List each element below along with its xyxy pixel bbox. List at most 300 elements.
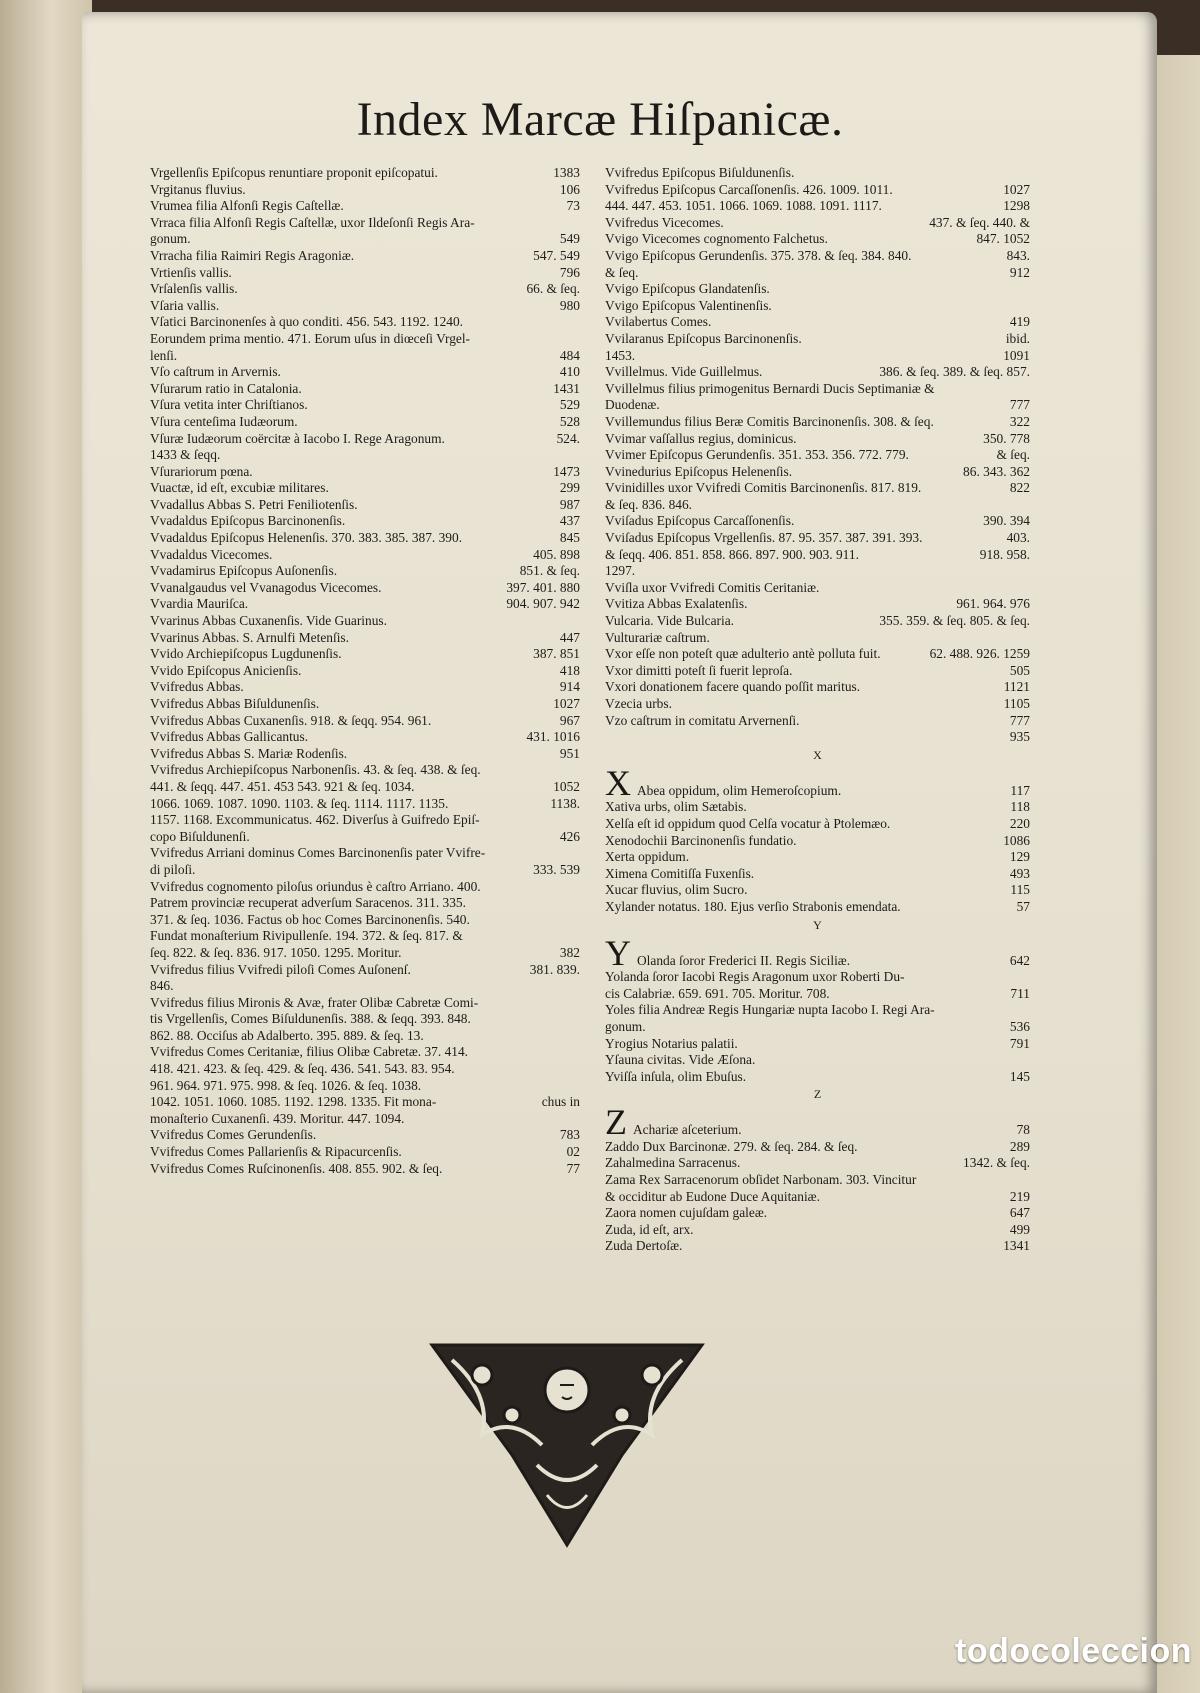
index-entry-text: Vrtienſis vallis. [150, 264, 232, 280]
index-entry-pages: 529 [559, 397, 580, 413]
index-entry-text: Xativa urbs, olim Sætabis. [605, 799, 747, 815]
index-entry [605, 547, 1030, 564]
index-entry-text: Vvigo Epiſcopus Glandatenſis. [605, 281, 770, 297]
index-entry-text: Vſurariorum pœna. [150, 463, 253, 479]
drop-capital: X [605, 762, 631, 803]
index-entry-pages: 987 [559, 496, 580, 512]
index-entry-pages: 437 [559, 513, 580, 529]
index-entry-pages: 951 [559, 745, 580, 761]
index-section-letter: Y [813, 917, 822, 932]
index-entry-text: Zahalmedina Sarracenus. [605, 1155, 741, 1171]
index-entry-pages: 431. 1016 [526, 729, 580, 745]
index-entry-text: Vviſla uxor Vvifredi Comitis Ceritaniæ. [605, 579, 820, 595]
index-entry-text: Vuactæ, id eſt, excubiæ militares. [150, 480, 329, 496]
index-entry-text: Vſura vetita inter Chriſtianos. [150, 397, 308, 413]
index-entry-text: cis Calabriæ. 659. 691. 705. Moritur. 708. [605, 985, 830, 1001]
drop-capital: Y [605, 932, 631, 973]
index-entry-text: Vvido Epiſcopus Anicienſis. [150, 662, 302, 678]
index-entry-text: Vvifredus Comes Pallarienſis & Ripacurcenſis. [150, 1144, 402, 1160]
index-entry-text: Vzo caſtrum in comitatu Arvernenſi. [605, 712, 800, 728]
index-entry [605, 414, 1030, 431]
index-entry-pages: 381. 839. [529, 961, 580, 977]
index-entry-pages: 129 [1009, 849, 1030, 865]
index-entry [605, 596, 1030, 613]
index-entry-pages: 642 [1009, 952, 1030, 968]
index-entry [150, 414, 580, 431]
index-entry [150, 1028, 580, 1045]
index-entry [150, 1127, 580, 1144]
index-entry-pages: 935 [1009, 729, 1030, 745]
index-entry-text: Vſo caſtrum in Arvernis. [150, 364, 281, 380]
index-entry-pages: 783 [559, 1127, 580, 1143]
index-entry [605, 899, 1030, 916]
index-entry-text: Vrraca filia Alfonſi Regis Caſtellæ, uxor Ildeſonſi Regis Ara- [150, 214, 475, 230]
index-entry-pages: 386. & ſeq. 389. & ſeq. 857. [879, 364, 1030, 380]
index-entry [605, 866, 1030, 883]
ornament-icon [422, 1335, 712, 1550]
index-entry-pages: 1105 [1003, 696, 1030, 711]
index-entry [150, 928, 580, 945]
index-entry [605, 799, 1030, 816]
index-entry-text: Vvillelmus filius primogenitus Bernardi Ducis Septimaniæ & [605, 380, 935, 396]
index-entry-text: Vvarinus Abbas Cuxanenſis. Vide Guarinus. [150, 613, 387, 629]
index-entry [605, 248, 1030, 265]
index-entry-pages: 145 [1009, 1068, 1030, 1084]
index-entry [605, 381, 1030, 398]
index-entry [150, 265, 580, 282]
index-entry-pages: 219 [1009, 1188, 1030, 1204]
index-entry [150, 945, 580, 962]
index-entry-text: Duodenæ. [605, 397, 660, 413]
index-entry-text: 1297. [605, 563, 636, 579]
index-entry-pages: 851. & ſeq. [519, 563, 580, 579]
index-entry [605, 833, 1030, 850]
index-entry-text: & ſeq. 836. 846. [605, 496, 693, 512]
index-entry-text: Zuda Dertoſæ. [605, 1238, 683, 1254]
index-entry-pages: 791 [1009, 1035, 1030, 1051]
index-entry [150, 862, 580, 879]
index-entry [150, 248, 580, 265]
index-entry-pages: 390. 394 [983, 513, 1030, 529]
index-entry-text: Yviſſa inſula, olim Ebuſus. [605, 1068, 747, 1084]
index-entry-pages: 1086 [1003, 832, 1030, 848]
index-entry-pages: 914 [559, 679, 580, 695]
index-entry-pages: 403. [1006, 530, 1030, 546]
index-entry [605, 1205, 1030, 1222]
index-entry [150, 198, 580, 215]
index-entry [605, 563, 1030, 580]
index-entry-text: Vſura centeſima Iudæorum. [150, 413, 298, 429]
index-entry [150, 746, 580, 763]
index-entry-text: 444. 447. 453. 1051. 1066. 1069. 1088. 1091. 1117. [605, 198, 882, 214]
index-entry-text: Eorundem prima mentio. 471. Eorum uſus in diœceſi Vrgel- [150, 330, 471, 346]
index-entry-text: Abea oppidum, olim Hemeroſcopium. [637, 782, 842, 798]
index-entry-text: Vvifredus Arriani dominus Comes Barcinonenſis pater Vvifre- [150, 845, 486, 861]
index-entry [605, 431, 1030, 448]
index-entry [150, 298, 580, 315]
index-entry [605, 397, 1030, 414]
index-entry-pages: 1138. [550, 795, 580, 811]
index-entry [605, 265, 1030, 282]
index-entry [605, 729, 1030, 746]
index-entry-pages: 115 [1010, 882, 1030, 898]
index-entry [150, 1011, 580, 1028]
index-entry-pages: 333. 539 [533, 861, 580, 877]
index-entry [605, 762, 1030, 803]
index-entry-text: Vvadamirus Epiſcopus Auſonenſis. [150, 563, 338, 579]
index-entry [605, 1102, 1030, 1143]
index-entry [150, 281, 580, 298]
index-entry [150, 1144, 580, 1161]
index-entry [605, 464, 1030, 481]
index-entry-pages: 843. [1006, 247, 1030, 263]
watermark-logo: todocoleccion [955, 1632, 1192, 1670]
index-entry-pages: 387. 851 [533, 646, 580, 662]
index-entry-text: Vvifredus Epiſcopus Biſuldunenſis. [605, 165, 795, 180]
index-entry-text: Xelſa eſt id oppidum quod Celſa vocatur à Ptolemæo. [605, 815, 891, 831]
index-entry-text: Vvillemundus filius Beræ Comitis Barcinonenſis. 308. & ſeq. [605, 413, 934, 429]
index-entry [605, 713, 1030, 730]
index-entry-text: Vrſalenſis vallis. [150, 281, 238, 297]
index-entry-text: Vvido Archiepiſcopus Lugdunenſis. [150, 646, 342, 662]
index-entry [150, 630, 580, 647]
index-entry-text: Fundat monaſterium Rivipullenſe. 194. 372. & ſeq. 817. & [150, 928, 463, 944]
index-entry-text: Vviſadus Epiſcopus Vrgellenſis. 87. 95. 357. 387. 391. 393. [605, 530, 923, 546]
index-entry [150, 182, 580, 199]
index-entry [605, 298, 1030, 315]
index-entry-pages: 1383 [553, 165, 580, 180]
index-entry [605, 969, 1030, 986]
index-entry-pages: 86. 343. 362 [963, 463, 1030, 479]
index-entry [605, 231, 1030, 248]
index-entry-text: Xucar fluvius, olim Sucro. [605, 882, 748, 898]
index-entry-text: Vvadallus Abbas S. Petri Feniliotenſis. [150, 496, 358, 512]
index-entry-text: Vvifredus Comes Gerundenſis. [150, 1127, 317, 1143]
index-entry-pages: & ſeq. [996, 447, 1030, 463]
index-entry-text: 441. & ſeqq. 447. 451. 453 543. 921 & ſeq. 1034. [150, 778, 415, 794]
index-entry-text: Xerta oppidum. [605, 849, 690, 865]
index-entry [150, 314, 580, 331]
index-entry-text: Vvifredus filius Mironis & Avæ, frater Olibæ Cabretæ Comi- [150, 994, 479, 1010]
index-entry [150, 165, 580, 182]
index-entry [150, 762, 580, 779]
index-entry [150, 779, 580, 796]
index-entry [150, 962, 580, 979]
index-entry [150, 431, 580, 448]
index-entry-text: Zaora nomen cujuſdam galeæ. [605, 1205, 768, 1221]
index-entry-text: Vvifredus Vicecomes. [605, 214, 724, 230]
index-entry-text: Yſauna civitas. Vide Æſona. [605, 1052, 756, 1068]
index-entry-text: tis Vrgellenſis, Comes Biſuldunenſis. 388. & ſeqq. 393. 848. [150, 1011, 471, 1027]
index-entry-pages: 904. 907. 942 [506, 596, 580, 612]
index-entry-text: Yrogius Notarius palatii. [605, 1035, 738, 1051]
index-entry-pages: 1473 [553, 463, 580, 479]
index-entry-text: Vulturariæ caſtrum. [605, 629, 710, 645]
index-entry-pages: 499 [1009, 1221, 1030, 1237]
index-entry [605, 1139, 1030, 1156]
index-entry-pages: 547. 549 [533, 247, 580, 263]
index-entry-text: 1433 & ſeqq. [150, 447, 221, 463]
index-entry-text: Vvimer Epiſcopus Gerundenſis. 351. 353. 356. 772. 779. [605, 447, 909, 463]
index-entry-text: Vvifredus Abbas Biſuldunenſis. [150, 696, 320, 711]
index-entry-text: Vvigo Epiſcopus Gerundenſis. 375. 378. & ſeq. 384. 840. [605, 247, 912, 263]
index-entry [150, 646, 580, 663]
index-entry-pages: 1027 [553, 696, 580, 711]
index-entry [150, 397, 580, 414]
index-entry [605, 1052, 1030, 1069]
index-entry [150, 447, 580, 464]
index-entry [150, 1078, 580, 1095]
index-entry-text: Vvifredus cognomento piloſus oriundus è caſtro Arriano. 400. [150, 878, 481, 894]
index-entry-pages: 02 [566, 1144, 580, 1160]
index-entry-text: di piloſi. [150, 861, 196, 877]
index-entry-text: Vvadaldus Epiſcopus Helenenſis. 370. 383. 385. 387. 390. [150, 530, 463, 546]
index-entry-text: ſeq. 822. & ſeq. 836. 917. 1050. 1295. Moritur. [150, 944, 402, 960]
index-entry [150, 696, 580, 713]
index-entry [605, 663, 1030, 680]
index-entry-text: Vvardia Mauriſca. [150, 596, 249, 612]
index-entry [150, 580, 580, 597]
index-entry-text: Vvilabertus Comes. [605, 314, 712, 330]
index-entry [605, 364, 1030, 381]
index-entry [605, 215, 1030, 232]
index-entry [150, 547, 580, 564]
index-entry-text: Vrgellenſis Epiſcopus renuntiare proponit epiſcopatui. [150, 165, 438, 180]
index-entry-text: Yolanda ſoror Iacobi Regis Aragonum uxor Roberti Du- [605, 969, 905, 985]
index-entry-pages: 1341 [1003, 1238, 1030, 1254]
index-entry-text: gonum. [605, 1018, 646, 1034]
index-entry-pages: 918. 958. [979, 546, 1030, 562]
index-entry-text: Vvifredus Abbas S. Mariæ Rodenſis. [150, 745, 348, 761]
index-entry-pages: 912 [1009, 264, 1030, 280]
index-entry [150, 1161, 580, 1178]
index-entry-text: Vrracha filia Raimiri Regis Aragoniæ. [150, 247, 355, 263]
index-entry [150, 513, 580, 530]
index-entry [605, 882, 1030, 899]
index-entry-text: & ſeq. [605, 264, 639, 280]
left-page-edge [0, 0, 92, 1693]
index-column-left [150, 165, 580, 1177]
index-entry [150, 1094, 580, 1111]
index-entry-pages: 1298 [1003, 198, 1030, 214]
index-entry [150, 348, 580, 365]
index-entry-pages: 66. & ſeq. [526, 281, 580, 297]
index-entry-pages: 528 [559, 413, 580, 429]
index-entry-text: Vvigo Epiſcopus Valentinenſis. [605, 297, 772, 313]
index-entry-text: Vrumea filia Alfonſi Regis Caſtellæ. [150, 198, 344, 214]
index-entry [605, 165, 1030, 182]
index-entry-pages: 405. 898 [533, 546, 580, 562]
index-entry [605, 613, 1030, 630]
index-entry-pages: 1027 [1003, 181, 1030, 197]
index-entry-pages: 967 [559, 712, 580, 728]
index-entry-text: 1157. 1168. Excommunicatus. 462. Diverſus à Guifredo Epiſ- [150, 812, 480, 828]
index-entry-pages: ibid. [1005, 330, 1030, 346]
index-entry-pages: 1052 [553, 778, 580, 794]
index-entry-text: Zuda, id eſt, arx. [605, 1221, 694, 1237]
index-entry-pages: 73 [566, 198, 580, 214]
index-entry-pages: 299 [559, 480, 580, 496]
index-entry-text: Yoles filia Andreæ Regis Hungariæ nupta Iacobo I. Regi Ara- [605, 1002, 935, 1018]
index-entry [150, 663, 580, 680]
index-entry-text: Xylander notatus. 180. Ejus verſio Strabonis emendata. [605, 898, 901, 914]
index-entry-text: Achariæ aſceterium. [633, 1122, 742, 1138]
index-entry [150, 215, 580, 232]
index-entry-text: Olanda ſoror Frederici II. Regis Siciliæ. [637, 952, 851, 968]
index-entry-pages: 322 [1009, 413, 1030, 429]
index-entry [150, 879, 580, 896]
index-entry [605, 932, 1030, 973]
index-entry-text: Vvitiza Abbas Exalatenſis. [605, 596, 748, 612]
index-entry [150, 1044, 580, 1061]
index-entry-pages: 796 [559, 264, 580, 280]
index-entry-text: Vvifredus Abbas Cuxanenſis. 918. & ſeqq. 954. 961. [150, 712, 432, 728]
index-entry [150, 331, 580, 348]
index-entry-text: lenſi. [150, 347, 178, 363]
index-entry [605, 348, 1030, 365]
index-entry-pages: 980 [559, 297, 580, 313]
index-entry [605, 1189, 1030, 1206]
index-entry-text: Ximena Comitiſſa Fuxenſis. [605, 865, 755, 881]
index-entry-pages: 397. 401. 880 [506, 579, 580, 595]
index-entry [605, 1222, 1030, 1239]
index-entry [150, 895, 580, 912]
index-entry-pages: 1091 [1003, 347, 1030, 363]
index-entry [605, 986, 1030, 1003]
index-entry-pages: 711 [1010, 985, 1030, 1001]
index-entry-text: Vvarinus Abbas. S. Arnulfi Metenſis. [150, 629, 349, 645]
index-section-letter: X [813, 747, 822, 762]
index-entry-text: Vxori donationem facere quando poſſit maritus. [605, 679, 861, 695]
index-entry-text: Vrgitanus fluvius. [150, 181, 246, 197]
index-entry-pages: 524. [556, 430, 580, 446]
index-entry-text: Vvillelmus. Vide Guillelmus. [605, 364, 763, 380]
index-entry-pages: 1431 [553, 380, 580, 396]
index-entry-pages: 350. 778 [983, 430, 1030, 446]
index-entry-pages: 419 [1009, 314, 1030, 330]
index-entry-pages: 62. 488. 926. 1259 [929, 646, 1030, 662]
index-entry-pages: 355. 359. & ſeq. 805. & ſeq. [879, 613, 1030, 629]
index-entry-pages: 1342. & ſeq. [963, 1155, 1030, 1171]
index-entry-text: 846. [150, 978, 174, 994]
index-entry [605, 530, 1030, 547]
index-entry [150, 796, 580, 813]
index-entry-pages: 118 [1010, 799, 1030, 815]
index-entry-text: Vzecia urbs. [605, 696, 672, 711]
index-entry-pages: chus in [541, 1094, 580, 1110]
index-entry [605, 1036, 1030, 1053]
index-entry-pages: 57 [1016, 898, 1030, 914]
index-entry-pages: 536 [1009, 1018, 1030, 1034]
index-entry [605, 849, 1030, 866]
index-entry-text: Vvadaldus Vicecomes. [150, 546, 273, 562]
index-entry-text: Vvinidilles uxor Vvifredi Comitis Barcinonenſis. 817. 819. [605, 480, 922, 496]
index-entry-pages: 426 [559, 828, 580, 844]
index-entry-text: gonum. [150, 231, 191, 247]
index-entry-pages: 1121 [1003, 679, 1030, 695]
index-entry-pages: 117 [1010, 782, 1030, 798]
index-entry-text: Vvadaldus Epiſcopus Barcinonenſis. [150, 513, 346, 529]
index-entry [150, 1111, 580, 1128]
index-entry [150, 464, 580, 481]
index-entry [605, 281, 1030, 298]
index-entry-text: 371. & ſeq. 1036. Factus ob hoc Comes Barcinonenſis. 540. [150, 911, 470, 927]
index-entry [150, 497, 580, 514]
index-entry-text: Zama Rex Sarracenorum obſidet Narbonam. 303. Vincitur [605, 1172, 917, 1188]
index-entry-pages: 382 [559, 944, 580, 960]
index-entry-text: Zaddo Dux Barcinonæ. 279. & ſeq. 284. & ſeq. [605, 1138, 858, 1154]
index-entry [605, 1002, 1030, 1019]
index-entry [605, 182, 1030, 199]
index-entry-text: Vſurarum ratio in Catalonia. [150, 380, 302, 396]
index-entry-text: 1042. 1051. 1060. 1085. 1192. 1298. 1335. Fit mona- [150, 1094, 437, 1110]
index-entry-text: Vvinedurius Epiſcopus Helenenſis. [605, 463, 793, 479]
index-entry-text: Vvifredus Abbas. [150, 679, 244, 695]
index-entry-text: copo Biſuldunenſi. [150, 828, 250, 844]
index-column-right [605, 165, 1030, 1255]
index-entry [150, 713, 580, 730]
index-entry [150, 679, 580, 696]
index-entry-text: Vvigo Vicecomes cognomento Falchetus. [605, 231, 828, 247]
index-entry [150, 613, 580, 630]
index-entry-pages: 447 [559, 629, 580, 645]
index-entry-pages: 78 [1016, 1122, 1030, 1138]
index-entry-text: monaſterio Cuxanenſi. 439. Moritur. 447. 1094. [150, 1110, 405, 1126]
index-entry-text: Vvifredus Epiſcopus Carcaſſonenſis. 426. 1009. 1011. [605, 181, 893, 197]
index-entry-text: Vulcaria. Vide Bulcaria. [605, 613, 735, 629]
index-entry [605, 447, 1030, 464]
index-entry-text: 1453. [605, 347, 636, 363]
index-entry-text: Vvifredus Abbas Gallicantus. [150, 729, 309, 745]
page-title: Index Marcæ Hiſpanicæ. [356, 93, 844, 146]
index-entry-text: & occiditur ab Eudone Duce Aquitaniæ. [605, 1188, 820, 1204]
drop-capital: Z [605, 1102, 627, 1143]
index-entry-text: Vſatici Barcinonenſes à quo conditi. 456. 543. 1192. 1240. [150, 314, 464, 330]
index-entry [605, 1155, 1030, 1172]
index-entry-pages: 505 [1009, 662, 1030, 678]
index-entry-pages: 418 [559, 662, 580, 678]
index-entry [605, 331, 1030, 348]
index-entry-pages: 961. 964. 976 [956, 596, 1030, 612]
index-entry-text: Vvifredus filius Vvifredi piloſi Comes Auſonenſ. [150, 961, 411, 977]
index-entry-pages: 77 [566, 1160, 580, 1176]
index-entry [605, 630, 1030, 647]
index-entry-text: 418. 421. 423. & ſeq. 429. & ſeq. 436. 541. 543. 83. 954. [150, 1061, 455, 1077]
index-entry-text: Vxor eſſe non poteſt quæ adulterio antè polluta fuit. [605, 646, 881, 662]
index-entry [605, 1019, 1030, 1036]
index-entry [605, 1238, 1030, 1255]
index-entry [605, 314, 1030, 331]
index-entry [150, 596, 580, 613]
index-entry-pages: 549 [559, 231, 580, 247]
index-entry-pages: 437. & ſeq. 440. & [929, 214, 1030, 230]
index-entry [150, 530, 580, 547]
index-entry-text: Xenodochii Barcinonenſis fundatio. [605, 832, 797, 848]
index-entry-text: 862. 88. Occiſus ab Adalberto. 395. 889. & ſeq. 13. [150, 1027, 424, 1043]
index-entry-pages: 410 [559, 364, 580, 380]
index-entry-text: Patrem provinciæ recuperat adverſum Saracenos. 311. 335. [150, 895, 466, 911]
index-entry [605, 696, 1030, 713]
index-entry-pages: 220 [1009, 815, 1030, 831]
index-entry-text: 1066. 1069. 1087. 1090. 1103. & ſeq. 1114. 1117. 1135. [150, 795, 449, 811]
index-entry-pages: 847. 1052 [976, 231, 1030, 247]
index-entry [150, 829, 580, 846]
index-section-letter: Z [813, 1087, 822, 1102]
index-entry-pages: 493 [1009, 865, 1030, 881]
index-entry [605, 480, 1030, 497]
index-entry-text: Vvilaranus Epiſcopus Barcinonenſis. [605, 330, 802, 346]
index-entry [605, 497, 1030, 514]
